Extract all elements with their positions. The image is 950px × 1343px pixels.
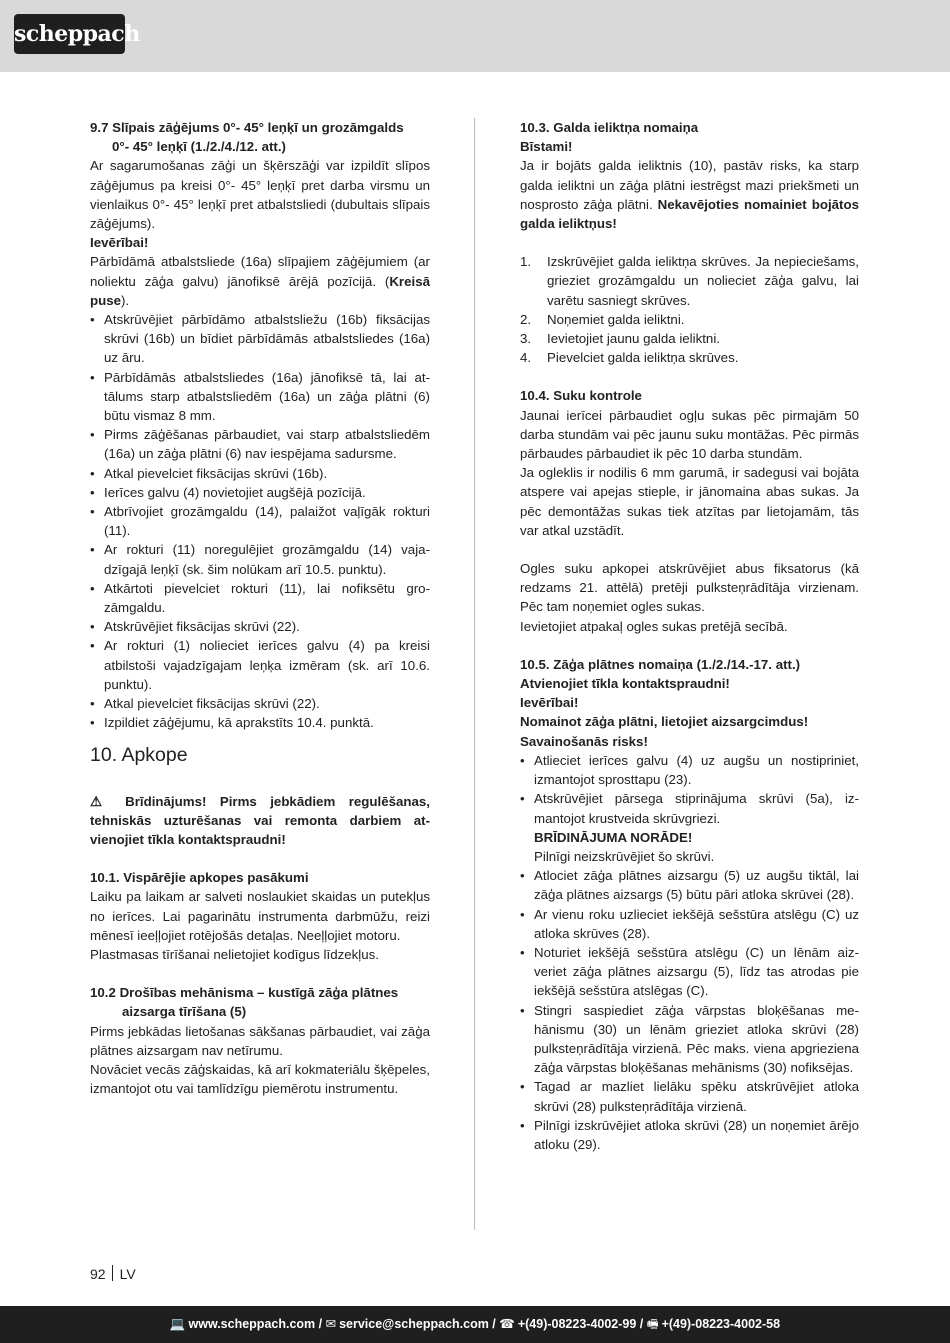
warning-note-text: Pilnīgi neizskrūvējiet šo skrūvi. <box>534 848 715 864</box>
page-footer <box>0 1306 950 1343</box>
list-item: • Atskrūvējiet fiksācijas skrūvi (22). <box>90 617 430 636</box>
list-item: • Atskrūvējiet pārbīdāmo atbalstsliežu (16b) fiksācijas skrūvi (16b) un bīdiet pārbīdāmās atbalstsliedes (16a) uz āru. <box>90 310 430 368</box>
section-10-5-line-2: Ievērībai! <box>520 695 579 711</box>
footer-separator: / <box>315 1317 326 1331</box>
section-10-5-steps <box>520 751 859 1154</box>
section-10-1-text: Laiku pa laikam ar salveti noslaukiet skaidas un putekļus no ierīces. Lai pagarinātu instrumenta darbmūžu, reizi mēnesī ieeļļojiet rotējošās detaļas. Neeļļojiet motoru. <box>90 889 430 943</box>
danger-text-bold: Nekavējoties nomainiet bojātos galda ieliktņus! <box>520 196 859 232</box>
list-item: • Atkal pievelciet fiksācijas skrūvi (22). <box>90 694 430 713</box>
section-10-5-line-3: Nomainot zāģa plātni, lietojiet aizsargcimdus! <box>520 714 809 730</box>
warning-note-label: BRĪDINĀJUMA NORĀDE! <box>534 829 693 845</box>
section-9-7-note <box>90 252 430 310</box>
section-9-7-intro: Ar sagarumošanas zāģi un šķērszāģi var izpildīt slīpos zāģējumus pa kreisi 0°- 45° leņķī pret darba virsmu un vienlaikus 0°- 45° leņķī pret atbalstsliedi (dubultais slīpais zāģējums). <box>90 158 430 232</box>
fax-icon: 🖷 <box>646 1317 659 1331</box>
list-item: • Atlieciet ierīces galvu (4) uz augšu un nostipriniet, izmantojot sprosttapu (23). <box>520 751 859 789</box>
list-item: • Atbrīvojiet grozāmgaldu (14), palaižot vaļīgāk rokturi (11). <box>90 502 430 540</box>
list-item <box>520 329 859 348</box>
list-item: • Ar rokturi (1) nolieciet ierīces galvu (4) pa kreisi atbilstoši vajadzīgajam leņķa izmēram (sk. arī 10.6. punktu). <box>90 636 430 694</box>
list-item: • Atkal pievelciet fiksācijas skrūvi (16b). <box>90 464 430 483</box>
section-10-5-title: 10.5. Zāģa plātnes nomaiņa (1./2./14.-17. att.) <box>520 656 801 672</box>
step-number: 1. <box>520 254 532 270</box>
step-text: Izskrūvējiet galda ieliktņa skrūves. Ja nepieciešams, grieziet grozāmgaldu un nolieciet zāģa galvu, lai varētu sasniegt skrūves. <box>547 254 859 308</box>
section-10-1-text-2: Plastmasas tīrīšanai nelietojiet kodīgus līdzekļus. <box>90 946 379 962</box>
step-text: Ievietojiet jaunu galda ieliktni. <box>547 331 720 347</box>
section-9-7-title-line-1: 9.7 Slīpais zāģējums 0°- 45° leņķī un grozāmgalds <box>90 120 404 135</box>
list-item: • Tagad ar mazliet lielāku spēku atskrūvējiet atloka skrūvi (28) pulksteņrādītāja virzienā. <box>520 1077 859 1115</box>
section-10-4-title: 10.4. Suku kontrole <box>520 388 642 404</box>
list-item: • Ar rokturi (11) noregulējiet grozāmgaldu (14) vajadzīgajā leņķī (sk. šim nolūkam arī 10.5. punktu). <box>90 540 430 578</box>
list-item: • Pirms zāģēšanas pārbaudiet, vai starp atbalstsliedēm (16a) un zāģa plātni (6) nav iespējama sadursme. <box>90 425 430 463</box>
section-10-3-steps <box>520 252 859 367</box>
section-10-4-text-3: Ogles suku apkopei atskrūvējiet abus fiksatorus (kā redzams 21. attēlā) pretēji pulksteņrādītāja virzienam. Pēc tam noņemiet ogles sukas. <box>520 561 859 615</box>
section-10-3-danger: Bīstami! <box>520 139 573 155</box>
list-item: • Atkārtoti pievelciet rokturi (11), lai nofiksētu grozāmgaldu. <box>90 579 430 617</box>
list-item: • Atlociet zāģa plātnes aizsargu (5) uz augšu tiktāl, lai zāģa plātnes aizsargs (5) būtu pāri atloka skrūvei (28). <box>520 866 859 904</box>
list-item: • Izpildiet zāģējumu, kā aprakstīts 10.4. punktā. <box>90 713 430 732</box>
footer-email: service@scheppach.com <box>339 1317 489 1331</box>
left-column <box>90 118 430 1098</box>
section-10-2-text: Pirms jebkādas lietošanas sākšanas pārbaudiet, vai zāģa plātnes aizsargam nav netīrumu. <box>90 1023 430 1058</box>
danger-text: Ja ir bojāts galda ieliktnis (10), pastāv risks, ka starp galda ieliktni un zāģa plātni iestrēgst mazi priekšmeti un nosprosto zāģa plātni. <box>520 158 859 212</box>
list-item: • Stingri saspiediet zāģa vārpstas bloķēšanas mehānismu (30) un lēnām grieziet atloka skrūvi (28) pulksteņrādītāja virzienā. Pēc maks. viena apgrieziena zāģa vārpstas bloķēšanas mehānisms (30) nofiksējas. <box>520 1001 859 1078</box>
warning-text: Brīdinājums! Pirms jebkādiem regulēšanas, tehniskās uzturēšanas vai remonta darbiem atvienojiet tīkla kontaktspraudni! <box>90 793 431 847</box>
list-item <box>520 252 859 310</box>
section-9-7-steps <box>90 310 430 732</box>
list-item: • Pārbīdāmās atbalstsliedes (16a) jānofiksē tā, lai attālums starp atbalstsliedēm (16a) un zāģa plātni (6) būtu vismaz 8 mm. <box>90 368 430 426</box>
section-10-2-title-line-1: 10.2 Drošības mehānisma – kustīgā zāģa plātnes <box>90 985 399 1001</box>
list-item: • Pilnīgi izskrūvējiet atloka skrūvi (28) un noņemiet ārējo atloku (29). <box>520 1116 859 1154</box>
warning-triangle-icon: ⚠ <box>90 793 112 809</box>
footer-website: www.scheppach.com <box>188 1317 316 1331</box>
section-10-2-title-line-2: aizsarga tīrīšana (5) <box>122 1004 247 1020</box>
list-item <box>520 789 859 866</box>
section-10-5-line-4: Savainošanās risks! <box>520 733 648 749</box>
section-10-2-text-2: Novāciet vecās zāģskaidas, kā arī kokmateriālu šķēpeles, izmantojot otu vai tamlīdzīgu piemērotu instrumentu. <box>90 1061 430 1097</box>
page-number <box>90 1264 136 1284</box>
mail-icon: ✉ <box>325 1317 337 1331</box>
footer-separator: / <box>636 1317 647 1331</box>
section-10-1-title: 10.1. Vispārējie apkopes pasākumi <box>90 870 309 886</box>
footer-fax: +(49)-08223-4002-58 <box>661 1317 781 1331</box>
step-text: Noņemiet galda ieliktni. <box>547 311 685 327</box>
list-item <box>520 348 859 367</box>
step-number: 3. <box>520 331 532 347</box>
section-9-7-title-line-2: 0°- 45° leņķī (1./2./4./12. att.) <box>112 139 286 155</box>
footer-separator: / <box>488 1317 500 1331</box>
list-item <box>520 310 859 329</box>
section-10-4-text-1: Jaunai ierīcei pārbaudiet ogļu sukas pēc pirmajām 50 darba stundām vai pēc jaunu suku montāžas. Pēc pirmās pārbaudes pārbaudiet ik pēc 10 darba stundām. <box>520 407 859 462</box>
section-10-3-text <box>520 156 859 233</box>
section-9-7-note-label: Ievērībai! <box>90 235 149 251</box>
step-number: 2. <box>520 311 532 327</box>
page-number-separator <box>112 1265 113 1281</box>
section-10-title: 10. Apkope <box>90 743 188 766</box>
section-10-3-title: 10.3. Galda ieliktņa nomaiņa <box>520 120 699 135</box>
list-item: • Ierīces galvu (4) novietojiet augšējā pozīcijā. <box>90 483 430 502</box>
list-item: • Noturiet iekšējā sešstūra atslēgu (C) un lēnām aizveriet zāģa plātnes aizsargu (5), līdz tas atrodas pie iekšējā sešstūra atslēgas (C). <box>520 943 859 1001</box>
right-column <box>520 118 859 1154</box>
page-header <box>0 0 950 72</box>
step-text: Atskrūvējiet pārsega stiprinājuma skrūvi (5a), izmantojot krustveida skrūvgriezi. <box>534 791 859 826</box>
section-10-4-text-2: Ja ogleklis ir nodilis 6 mm garumā, ir sadegusi vai bojāta atspere vai apejas stieple, ir jānomaina abas sukas. Ja pēc demontāžas sukas tiek atzītas par lietojamām, tās var atkal uzstādīt. <box>520 465 859 538</box>
page-number-value: 92 <box>90 1266 106 1282</box>
section-10-5-line-1: Atvienojiet tīkla kontaktspraudni! <box>520 676 730 692</box>
list-item: • Ar vienu roku uzlieciet iekšējā sešstūra atslēgu (C) uz atloka skrūves (28). <box>520 905 859 943</box>
note-text: Pārbīdāmā atbalstsliede (16a) slīpajiem zāģējumiem (ar noliektu zāģa galvu) jānofiksē ārējā pozīcijā. ( <box>90 254 430 289</box>
scheppach-logo: scheppach <box>14 14 125 54</box>
step-text: Pievelciet galda ieliktņa skrūves. <box>547 350 739 366</box>
step-number: 4. <box>520 350 532 366</box>
note-end: ). <box>121 292 130 308</box>
computer-icon: 💻 <box>169 1317 186 1331</box>
maintenance-warning <box>90 792 430 850</box>
section-10-4-text-4: Ievietojiet atpakaļ ogles sukas pretējā secībā. <box>520 618 788 634</box>
footer-phone: +(49)-08223-4002-99 <box>517 1317 637 1331</box>
page-language: LV <box>119 1266 136 1282</box>
note-bold: Kreisā puse <box>90 273 430 308</box>
column-divider <box>474 118 475 1230</box>
phone-icon: ☎ <box>499 1317 515 1331</box>
